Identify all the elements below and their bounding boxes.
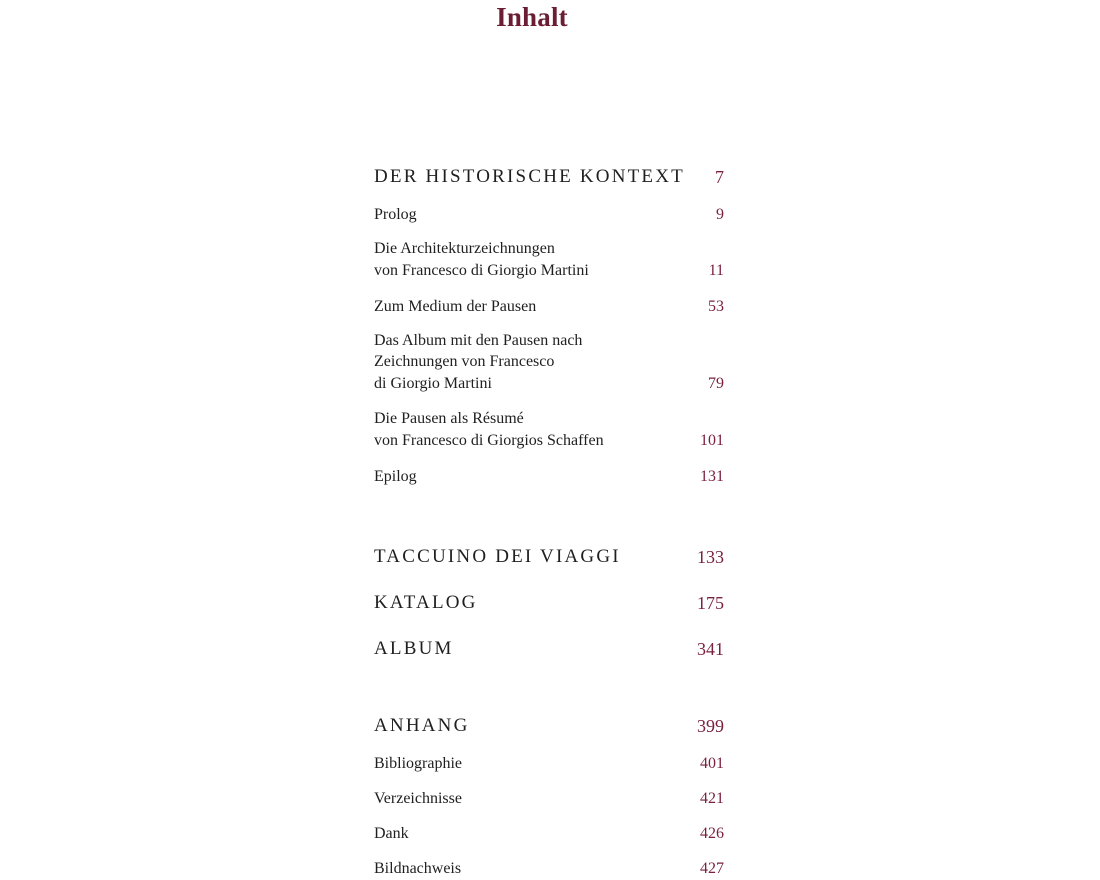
- toc-page-number: 341: [697, 639, 724, 659]
- toc-page-number: 427: [700, 859, 724, 877]
- toc-entry[interactable]: [374, 295, 724, 317]
- toc-page-number: 53: [708, 297, 724, 315]
- toc-entry[interactable]: [374, 465, 724, 487]
- toc-page-number: 175: [697, 593, 724, 613]
- toc-section-title: DER HISTORISCHE KONTEXT: [374, 166, 685, 187]
- toc-page-number: 101: [700, 431, 724, 449]
- toc-section-heading[interactable]: [374, 546, 724, 568]
- toc-entry[interactable]: [374, 238, 724, 281]
- toc-page-number: 421: [700, 789, 724, 807]
- toc-section-title: TACCUINO DEI VIAGGI: [374, 546, 621, 567]
- toc-entry[interactable]: [374, 857, 724, 879]
- toc-page-number: 399: [697, 716, 724, 736]
- toc-page-number: 7: [715, 167, 724, 187]
- toc-entry-title: Dank: [374, 824, 409, 842]
- toc-entry[interactable]: [374, 787, 724, 809]
- toc-section-heading[interactable]: [374, 638, 724, 660]
- toc-entry-title: Verzeichnisse: [374, 789, 462, 807]
- toc-entry-title: Bildnachweis: [374, 859, 462, 877]
- toc-section-heading[interactable]: [374, 592, 724, 614]
- toc-entry-title: Zum Medium der Pausen: [374, 297, 537, 315]
- toc-section-heading[interactable]: [374, 166, 724, 188]
- toc-entry[interactable]: [374, 752, 724, 774]
- toc-entry-title: Das Album mit den Pausen nach Zeichnungen von Francesco di Giorgio Martini: [374, 331, 583, 392]
- toc-entry[interactable]: [374, 203, 724, 225]
- toc-entry-title: Prolog: [374, 205, 417, 223]
- toc-section-title: ANHANG: [374, 715, 470, 736]
- toc-page-number: 9: [716, 205, 724, 223]
- toc-entry[interactable]: [374, 330, 724, 394]
- toc-entry-title: Die Pausen als Résumé von Francesco di Giorgios Schaffen: [374, 410, 604, 449]
- toc-page-number: 426: [700, 824, 724, 842]
- page-title: Inhalt: [496, 2, 568, 32]
- toc-page-number: 133: [697, 547, 724, 567]
- toc-entry-title: Epilog: [374, 467, 417, 485]
- toc-page-number: 401: [700, 754, 724, 772]
- toc-page-number: 11: [708, 261, 724, 279]
- toc-page-number: 131: [700, 467, 724, 485]
- toc-entry-title: Bibliographie: [374, 754, 462, 772]
- toc-section-heading[interactable]: [374, 715, 724, 737]
- toc-entry[interactable]: [374, 408, 724, 451]
- toc-section-title: ALBUM: [374, 638, 454, 659]
- toc-page-number: 79: [708, 374, 724, 392]
- toc-entry-title: Die Architekturzeichnungen von Francesco di Giorgio Martini: [374, 240, 589, 279]
- toc-section-title: KATALOG: [374, 592, 478, 613]
- toc-entry[interactable]: [374, 822, 724, 844]
